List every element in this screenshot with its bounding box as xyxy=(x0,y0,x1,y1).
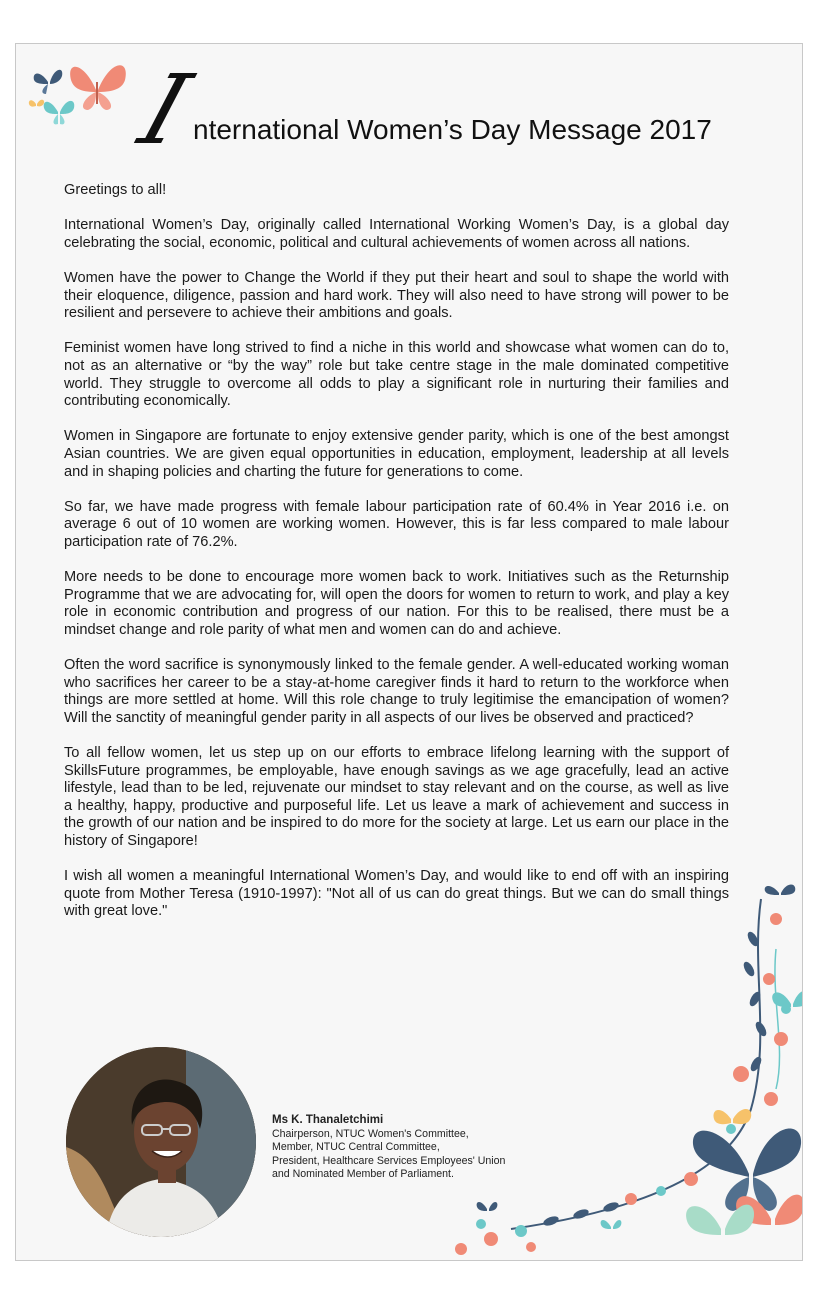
letter-page xyxy=(15,43,803,1261)
paragraph: Women have the power to Change the World if they put their heart and soul to shape the world with their eloquence, diligence, passion and hard work. They will also need to have strong will power to be resilient and persevere to achieve their ambitions and goals. xyxy=(64,269,729,322)
title-text: nternational Women’s Day Message 2017 xyxy=(193,114,712,145)
paragraph-closing: I wish all women a meaningful International Women’s Day, and would like to end off with an inspiring quote from Mother Teresa (1910-1997): "Not all of us can do great things. But we can do small things with great love." xyxy=(64,868,729,920)
coral-butterfly-icon xyxy=(70,65,126,110)
navy-butterfly-icon xyxy=(765,885,796,896)
paragraph: Often the word sacrifice is synonymously linked to the female gender. A well-educated working woman who sacrifices her career to be a stay-at-home caregiver finds it hard to return to the workforce when things are more settled at home. Will this role change to truly legitimise the emancipation of women? Will the sanctity of meaningful gender parity in all aspects of our lives be observed and practiced? xyxy=(64,657,729,726)
butterflies-top-left-decoration xyxy=(26,52,136,132)
small-navy-butterfly-icon xyxy=(477,1202,498,1211)
page-title xyxy=(127,54,796,172)
signatory-name: Ms K. Thanaletchimi xyxy=(272,1114,384,1126)
paragraph: More needs to be done to encourage more women back to work. Initiatives such as the Returnship Programme that we are advocating for, will open the doors for women to return to work, and play a key role in economic contribution and progress of our nation. For this to be realised, there must be a mindset change and role parity of what men and women can do and achieve. xyxy=(64,569,729,638)
portrait-illustration xyxy=(66,1047,256,1237)
paragraph: Women in Singapore are fortunate to enjoy extensive gender parity, which is one of the best amongst Asian countries. We are given equal opportunities in education, employment, leadership at all levels and in shaping policies and charting the future for generations to come. xyxy=(64,428,729,480)
paragraph: International Women’s Day, originally called International Working Women’s Day, is a global day celebrating the social, economic, political and cultural achievements of women across all nations. xyxy=(64,217,729,251)
teal-butterfly-icon xyxy=(772,991,803,1007)
paragraph-greeting: Greetings to all! xyxy=(64,182,167,198)
paragraph: Feminist women have long strived to find a niche in this world and showcase what women can do to, not as an alternative or “by the way” role but take centre stage in the male dominated competitive world. They struggle to overcome all odds to play a significant role in nurturing their families and contributing economically. xyxy=(64,340,729,410)
mint-butterfly-icon xyxy=(686,1205,754,1235)
navy-butterfly-icon xyxy=(34,70,63,94)
title-initial: I xyxy=(127,54,203,166)
small-teal-butterfly-icon xyxy=(601,1220,622,1229)
yellow-butterfly-icon xyxy=(713,1109,751,1124)
signatory-title-line: Chairperson, NTUC Women's Committee, xyxy=(272,1127,469,1140)
paragraph: So far, we have made progress with female labour participation rate of 60.4% in Year 2016 i.e. on average 6 out of 10 women are working women. However, this is far less compared to male labour participation rate of 76.2%. xyxy=(64,498,729,550)
floral-butterfly-corner-decoration xyxy=(431,879,803,1261)
paragraph: To all fellow women, let us step up on our efforts to embrace lifelong learning with the support of SkillsFuture programmes, be employable, have enough savings as we age gracefully, lead an active lifestyle, lead than to be led, rejuvenate our mindset to stay relevant and on the course, as well as live a healthy, happy, productive and purposeful life. Let us leave a mark of achievement and success in the growth of our nation and be inspired to do more for the society at large. Let us earn our place in the history of Singapore! xyxy=(64,745,729,849)
signatory-title-line: and Nominated Member of Parliament. xyxy=(272,1168,454,1181)
signatory-title-line: President, Healthcare Services Employees' Union xyxy=(272,1154,506,1167)
portrait-photo xyxy=(66,1047,256,1237)
teal-butterfly-icon xyxy=(44,101,75,124)
signatory-title-line: Member, NTUC Central Committee, xyxy=(272,1141,440,1154)
yellow-butterfly-icon xyxy=(29,100,44,107)
letter-body xyxy=(64,182,729,939)
